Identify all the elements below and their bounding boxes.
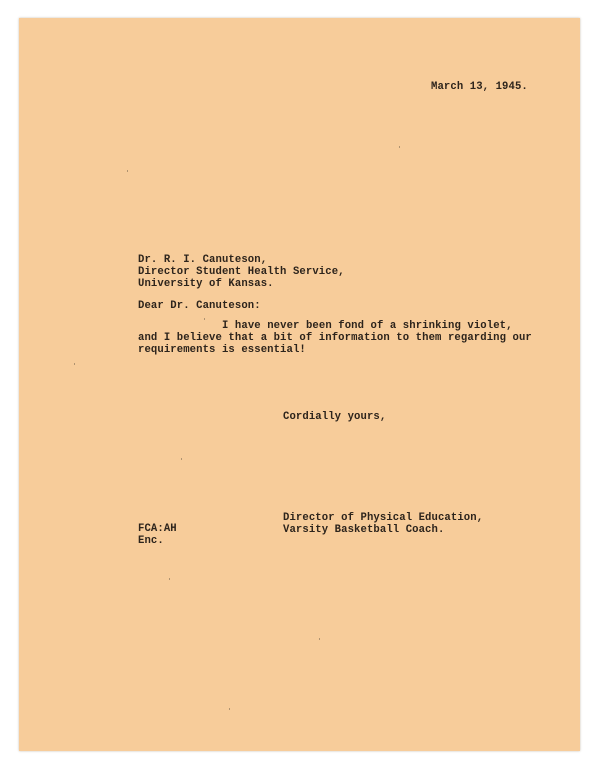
paper-speck [74, 363, 75, 365]
recipient-line: University of Kansas. [138, 278, 274, 290]
signature-title: Director of Physical Education, [283, 512, 484, 524]
letter-page [19, 18, 580, 751]
reference-initials: FCA:AH [138, 523, 177, 535]
paper-speck [399, 146, 400, 148]
body-line: requirements is essential! [138, 344, 306, 356]
recipient-line: Director Student Health Service, [138, 266, 345, 278]
enclosure-note: Enc. [138, 535, 164, 547]
signature-title: Varsity Basketball Coach. [283, 524, 445, 536]
letter-date: March 13, 1945. [431, 81, 528, 93]
paper-speck [229, 708, 230, 710]
closing: Cordially yours, [283, 411, 387, 423]
paper-speck [204, 318, 205, 320]
body-line: I have never been fond of a shrinking violet, [222, 320, 513, 332]
paper-speck [169, 578, 170, 580]
paper-speck [319, 638, 320, 640]
paper-speck [181, 458, 182, 460]
body-line: and I believe that a bit of information to them regarding our [138, 332, 532, 344]
salutation: Dear Dr. Canuteson: [138, 300, 261, 312]
paper-speck [127, 170, 128, 172]
recipient-line: Dr. R. I. Canuteson, [138, 254, 268, 266]
